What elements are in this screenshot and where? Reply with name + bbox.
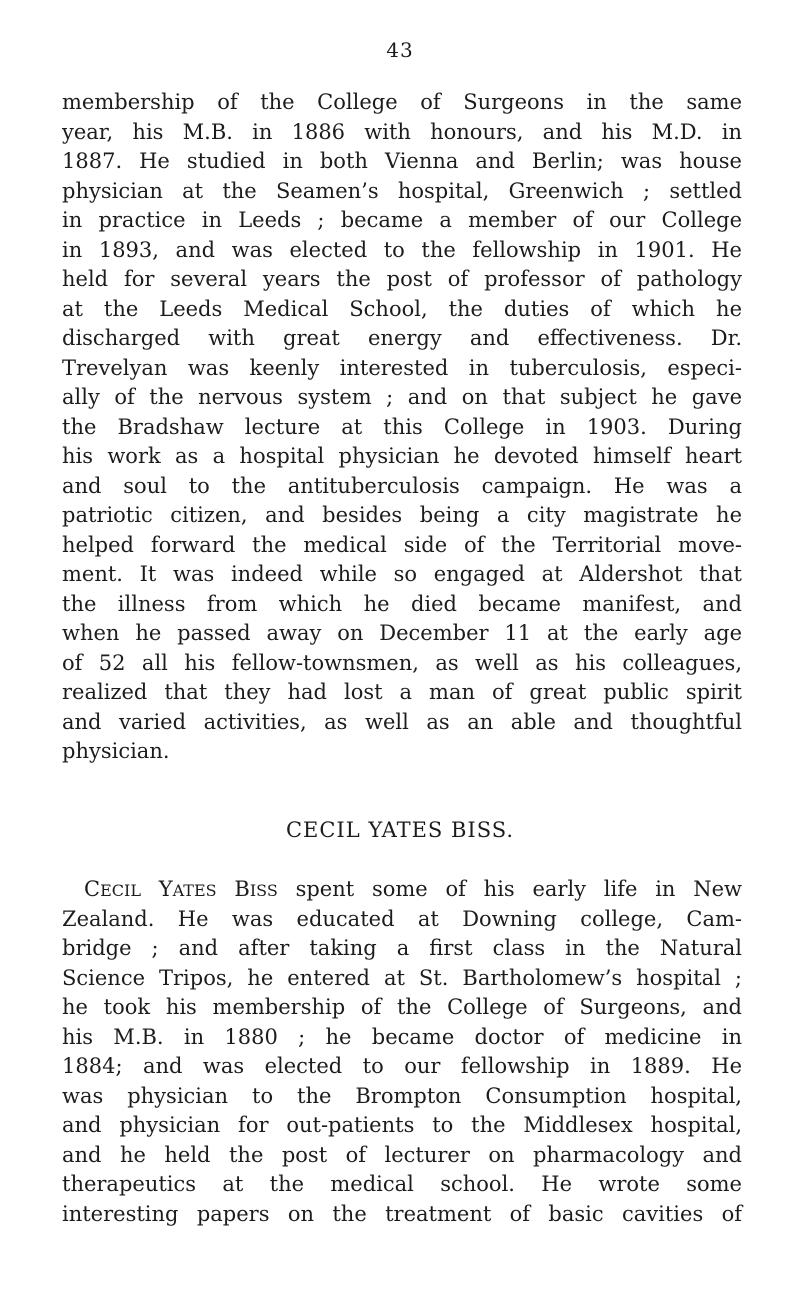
text-line: and he held the post of lecturer on pharmacology and: [62, 1142, 742, 1167]
small-caps-text: ECIL: [100, 881, 141, 900]
text-line: ally of the nervous system ; and on that subject he gave: [62, 385, 742, 409]
small-caps-text: ISS: [249, 881, 278, 900]
small-caps-text: ATES: [172, 881, 217, 900]
text-line: patriotic citizen, and besides being a city magistrate he: [62, 503, 742, 527]
text-line: therapeutics at the medical school. He wrote some: [62, 1172, 742, 1196]
text-line: Science Tripos, he entered at St. Bartholomew’s hospital ;: [62, 965, 742, 990]
text-line: he took his membership of the College of Surgeons, and: [62, 995, 742, 1019]
text-line: in 1893, and was elected to the fellowship in 1901. He: [62, 237, 742, 262]
text-line: interesting papers on the treatment of basic cavities of: [62, 1201, 742, 1226]
text-line: when he passed away on December 11 at the early age: [62, 621, 742, 645]
text-line: his work as a hospital physician he devoted himself heart: [62, 444, 742, 468]
text-line: year, his M.B. in 1886 with honours, and his M.D. in: [62, 119, 742, 144]
text-line: realized that they had lost a man of great public spirit: [62, 680, 742, 704]
text-line: 1884; and was elected to our fellowship in 1889. He: [62, 1054, 742, 1078]
small-caps-initial: C: [84, 877, 101, 901]
section-heading: CECIL YATES BISS.: [285, 818, 515, 842]
text-line-lead: [62, 875, 742, 905]
text-line: his M.B. in 1880 ; he became doctor of medicine in: [62, 1024, 742, 1049]
page-number: 43: [386, 38, 414, 62]
text-line: bridge ; and after taking a first class in the Natural: [62, 936, 742, 960]
paragraph-biss: [62, 875, 742, 1229]
text-line: the illness from which he died became manifest, and: [62, 591, 742, 616]
text-line: at the Leeds Medical School, the duties of which he: [62, 296, 742, 321]
text-line: of 52 all his fellow-townsmen, as well as his colleagues,: [62, 650, 742, 675]
text-line: held for several years the post of professor of pathology: [62, 267, 742, 291]
lead-rest: spent some of his early life in New: [295, 877, 742, 901]
text-line: was physician to the Brompton Consumption hospital,: [62, 1083, 742, 1108]
text-line: Zealand. He was educated at Downing college, Cam-: [62, 906, 742, 931]
text-line: and soul to the antituberculosis campaign. He was a: [62, 473, 742, 498]
text-line: ment. It was indeed while so engaged at Aldershot that: [62, 562, 742, 586]
small-caps-initial: Y: [158, 877, 173, 901]
text-line: membership of the College of Surgeons in the same: [62, 90, 742, 114]
text-line: physician at the Seamen’s hospital, Greenwich ; settled: [62, 178, 742, 203]
paragraph-trevelyan: [62, 88, 742, 767]
text-line: and physician for out-patients to the Middlesex hospital,: [62, 1113, 742, 1137]
small-caps-initial: B: [234, 877, 250, 901]
text-line: discharged with great energy and effectiveness. Dr.: [62, 326, 742, 350]
text-line: in practice in Leeds ; became a member of our College: [62, 208, 742, 232]
text-line: the Bradshaw lecture at this College in 1903. During: [62, 414, 742, 439]
text-line: Trevelyan was keenly interested in tuberculosis, especi-: [62, 355, 742, 380]
text-line: physician.: [62, 739, 170, 763]
text-line: 1887. He studied in both Vienna and Berlin; was house: [62, 149, 742, 173]
text-line: helped forward the medical side of the Territorial move-: [62, 532, 742, 557]
text-line: and varied activities, as well as an able and thoughtful: [62, 709, 742, 734]
